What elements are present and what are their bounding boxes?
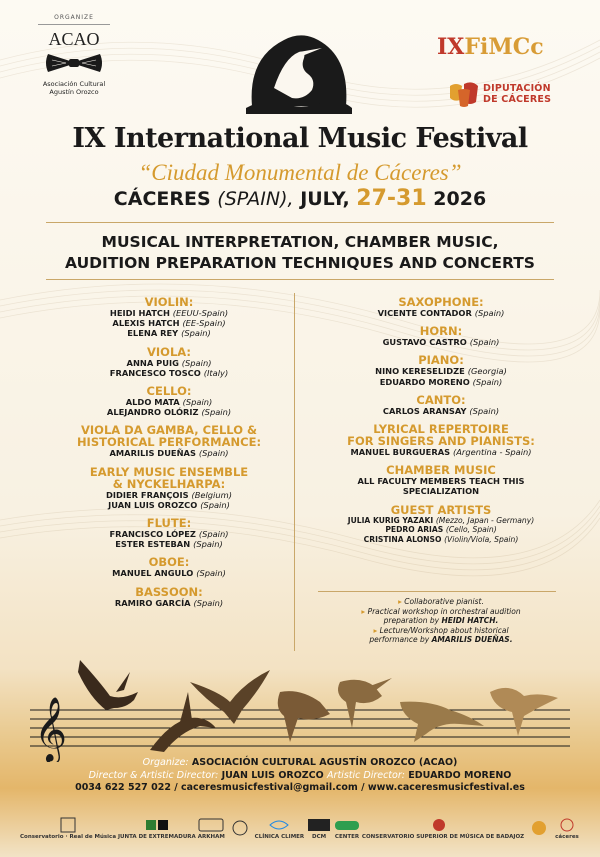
sponsor-logo-label: Conservatorio · Real de Música: [20, 833, 117, 840]
faculty-name: VICENTE CONTADOR: [377, 308, 472, 318]
sponsor-logo: [118, 811, 196, 845]
faculty-country: (Spain): [472, 376, 503, 387]
faculty-member: [306, 476, 576, 486]
faculty-member: [34, 368, 304, 378]
instrument-section: [34, 556, 304, 578]
section-title: OBOE:: [148, 555, 190, 570]
section-title: CHAMBER MUSIC: [386, 463, 496, 478]
instrument-section: [34, 466, 304, 510]
faculty-member: [34, 568, 304, 578]
section-title: VIOLA:: [147, 344, 191, 359]
sponsor-logo-icon: [144, 816, 170, 834]
faculty-country: (Spain): [193, 597, 224, 608]
faculty-member: [306, 535, 576, 545]
instrument-section: [306, 296, 576, 318]
treble-clef-icon: 𝄞: [34, 697, 68, 762]
faculty-country: (EE-Spain): [182, 318, 226, 329]
instrument-section: [34, 586, 304, 608]
faculty-member: [306, 406, 576, 416]
faculty-member: [34, 407, 304, 417]
faculty-name: ESTER ESTEBAN: [115, 539, 191, 550]
faculty-member: [34, 539, 304, 549]
faculty-member: [306, 377, 576, 387]
instrument-section: [34, 296, 304, 339]
faculty-name: MANUEL ANGULO: [112, 568, 194, 579]
stork-3-icon: [190, 670, 270, 724]
section-title: VIOLA DA GAMBA, CELLO &: [80, 423, 258, 438]
faculty-name: ALDO MATA: [125, 397, 180, 408]
section-title: VIOLIN:: [144, 295, 194, 309]
section-title: BASSOON:: [135, 584, 203, 599]
sponsor-logo-label: JUNTA DE EXTREMADURA: [117, 833, 196, 840]
sponsor-logo-icon: [55, 816, 81, 834]
sponsor-logo: [255, 811, 305, 845]
faculty-name: CRISTINA ALONSO: [363, 534, 442, 544]
sponsor-logo-label: ARKHAM: [197, 833, 225, 840]
section-title: & NYCKELHARPA:: [112, 476, 226, 491]
instrument-section: [34, 517, 304, 549]
sponsor-logo-label: CLÍNICA CLIMER: [254, 833, 305, 840]
section-title: HISTORICAL PERFORMANCE:: [76, 435, 262, 450]
faculty-country: (Spain): [181, 357, 212, 368]
faculty-member: [306, 337, 576, 347]
section-title: FLUTE:: [146, 516, 192, 531]
faculty-name: HEIDI HATCH: [109, 308, 170, 318]
faculty-country: (Georgia): [467, 366, 507, 377]
sponsor-logo: [334, 811, 360, 845]
sponsor-logo-label: DCM: [312, 833, 327, 840]
faculty-country: (Spain): [198, 448, 229, 459]
stork-1-icon: [78, 660, 138, 710]
note-item: ▸ Collaborative pianist.: [398, 597, 484, 606]
sponsor-logo-icon: [266, 816, 292, 834]
faculty-country: (Spain): [474, 308, 505, 318]
faculty-country: (Spain): [201, 407, 232, 418]
section-title: FOR SINGERS AND PIANISTS:: [347, 434, 535, 449]
sponsor-logo: [554, 811, 580, 845]
stork-2-icon: [150, 692, 216, 752]
instrument-section: [306, 504, 576, 545]
faculty-name: MANUEL BURGUERAS: [350, 447, 451, 458]
instrument-section: [34, 385, 304, 417]
section-title: EARLY MUSIC ENSEMBLE: [89, 464, 249, 479]
faculty-name: SPECIALIZATION: [402, 486, 480, 497]
faculty-country: (Violin/Viola, Spain): [444, 534, 519, 544]
faculty-column-right: [306, 296, 576, 551]
section-title: GUEST ARTISTS: [390, 502, 492, 517]
faculty-name: ALEXIS HATCH: [112, 318, 180, 329]
faculty-country: (Belgium): [191, 489, 232, 500]
note-item: ▸ Lecture/Workshop about historical performance by AMARILIS DUEÑAS.: [369, 625, 513, 644]
faculty-member: [306, 525, 576, 535]
faculty-member: [34, 500, 304, 510]
faculty-name: GUSTAVO CASTRO: [382, 337, 467, 348]
sponsor-logo-icon: [430, 816, 456, 834]
sponsor-logo-icon: [526, 819, 552, 837]
bowtie-icon: [44, 52, 104, 74]
faculty-name: ALEJANDRO OLÓRIZ: [106, 407, 199, 418]
sponsor-logo: [227, 811, 253, 845]
faculty-member: [34, 529, 304, 539]
subtitle: “Ciudad Monumental de Cáceres”: [138, 160, 462, 185]
sponsor-logo-label: cáceres: [555, 833, 579, 840]
diputacion-emblem-icon: [448, 80, 480, 108]
faculty-country: (Spain): [181, 328, 211, 339]
faculty-country: (Mezzo, Japan - Germany): [435, 515, 535, 525]
sponsor-logo-icon: [554, 816, 580, 834]
footer-credits: Organize: ASOCIACIÓN CULTURAL AGUSTÍN OROZCO (ACAO) Director & Artistic Director: JUAN LUIS OROZCO Artistic Director: EDUARDO MORENO 0034 622 527 022 / caceresmusicfestival@gmail.com / www.caceresmusicfestival.es: [0, 757, 600, 795]
faculty-country: (Spain): [469, 337, 500, 348]
faculty-member: [34, 318, 304, 328]
faculty-member: [306, 308, 576, 318]
faculty-country: (Spain): [182, 397, 213, 408]
section-title: LYRICAL REPERTOIRE: [373, 422, 509, 437]
sponsor-logo: [198, 811, 225, 845]
faculty-name: JULIA KURIG YAZAKI: [347, 515, 434, 525]
stork-5-icon: [338, 678, 392, 728]
faculty-member: [306, 366, 576, 376]
note-item: ▸ Practical workshop in orchestral audition preparation by HEIDI HATCH.: [361, 606, 521, 625]
faculty-name: AMARILIS DUEÑAS: [109, 448, 196, 459]
instrument-section: [34, 346, 304, 378]
organizer-logo: [30, 14, 118, 96]
faculty-name: ELENA REY: [127, 328, 179, 339]
page-title: IX International Music Festival: [72, 123, 528, 154]
faculty-name: PEDRO ARIAS: [385, 525, 444, 535]
faculty-member: [34, 308, 304, 318]
faculty-member: [306, 447, 576, 457]
section-title: CANTO:: [416, 392, 466, 407]
org-acronym: ACAO: [48, 29, 100, 49]
instrument-section: [306, 394, 576, 416]
organize-label: ORGANIZE: [54, 14, 94, 21]
section-title: HORN:: [419, 324, 463, 339]
faculty-name: ANNA PUIG: [126, 357, 179, 368]
faculty-name: NINO KERESELIDZE: [375, 366, 465, 377]
faculty-country: (Argentina - Spain): [453, 447, 532, 458]
sponsor-logo-icon: [306, 816, 332, 834]
sponsor-logo-icon: [334, 816, 360, 834]
faculty-member: [34, 448, 304, 458]
contact-line: 0034 622 527 022 / caceresmusicfestival@gmail.com / www.caceresmusicfestival.es: [75, 782, 525, 793]
instrument-section: [306, 423, 576, 457]
divider-top: [46, 222, 554, 223]
faculty-country: (EEUU-Spain): [172, 308, 229, 318]
faculty-country: (Spain): [196, 568, 226, 579]
section-title: PIANO:: [418, 353, 464, 368]
divider-notes: [318, 591, 556, 592]
faculty-member: [34, 397, 304, 407]
storks-on-staff-illustration: [30, 652, 570, 762]
faculty-name: DIDIER FRANÇOIS: [106, 489, 189, 500]
faculty-name: FRANCISCO LÓPEZ: [109, 529, 196, 540]
faculty-member: [34, 490, 304, 500]
faculty-country: (Spain): [469, 405, 500, 416]
faculty-name: CARLOS ARANSAY: [382, 405, 467, 416]
faculty-country: (Spain): [198, 529, 229, 540]
faculty-country: (Cello, Spain): [445, 525, 497, 535]
sponsor-logo-icon: [198, 816, 224, 834]
sponsor-logo: [20, 811, 116, 845]
faculty-name: JUAN LUIS OROZCO: [108, 499, 198, 510]
stork-7-icon: [490, 688, 558, 736]
faculty-name: EDUARDO MORENO: [379, 376, 470, 387]
stork-6-icon: [400, 702, 484, 742]
sponsor-logo: [526, 811, 552, 845]
sponsor-logos: [20, 806, 580, 850]
section-title: SAXOPHONE:: [398, 295, 484, 309]
divider-heading: [46, 279, 554, 280]
dateline: CÁCERES (SPAIN), JULY, 27-31 2026: [113, 186, 487, 211]
instrument-section: [306, 354, 576, 386]
faculty-member: [306, 516, 576, 526]
faculty-name: RAMIRO GARCÍA: [114, 597, 191, 608]
faculty-country: (Spain): [200, 499, 230, 510]
workshop-notes: [306, 597, 576, 645]
sponsor-logo-icon: [227, 819, 253, 837]
festival-brand-logo: IXFiMCc: [437, 34, 544, 60]
faculty-name: FRANCESCO TOSCO: [109, 367, 201, 378]
faculty-name: ALL FACULTY MEMBERS TEACH THIS: [357, 476, 525, 487]
sponsor-logo: [362, 811, 524, 845]
section-title: CELLO:: [146, 384, 192, 399]
instrument-section: [306, 464, 576, 496]
faculty-column-left: [34, 296, 304, 615]
faculty-member: [34, 598, 304, 608]
instrument-section: [306, 325, 576, 347]
faculty-country: (Italy): [203, 367, 229, 378]
sponsor-logo-label: CONSERVATORIO SUPERIOR DE MÚSICA DE BADAJOZ: [361, 833, 525, 840]
faculty-member: [34, 358, 304, 368]
org-name: Asociación Cultural Agustín Orozco: [42, 80, 106, 96]
sponsor-logo-label: CENTER: [334, 833, 360, 840]
stork-4-icon: [278, 691, 330, 742]
sponsor-logo: [306, 811, 332, 845]
instrument-section: [34, 424, 304, 458]
program-heading: MUSICAL INTERPRETATION, CHAMBER MUSIC, AUDITION PREPARATION TECHNIQUES AND CONCERTS: [65, 233, 535, 272]
faculty-country: (Spain): [193, 539, 223, 550]
diputacion-logo: DIPUTACIÓN DE CÁCERES: [448, 80, 551, 108]
faculty-member: [306, 486, 576, 496]
stork-emblem-icon: [244, 28, 354, 120]
faculty-member: [34, 328, 304, 338]
